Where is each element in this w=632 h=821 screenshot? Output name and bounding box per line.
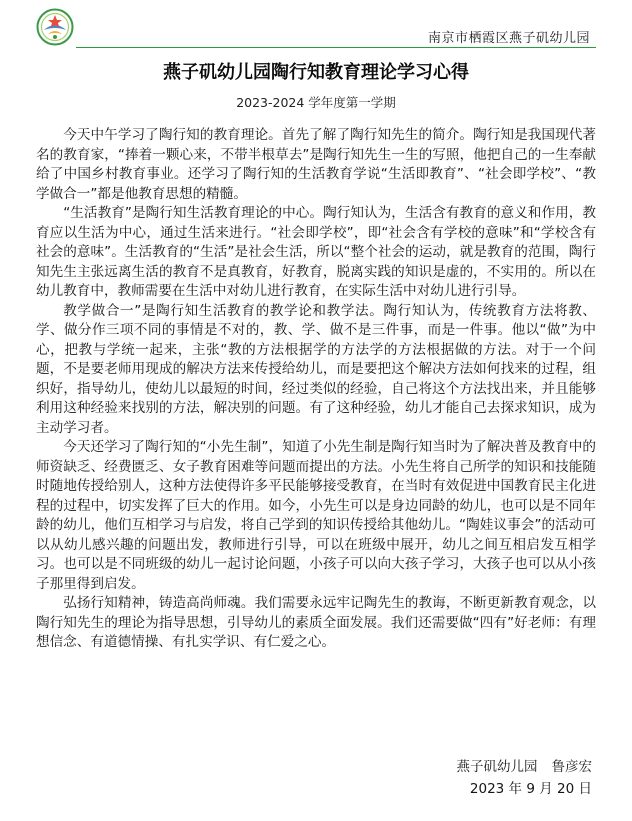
signature-date: 2023 年 9 月 20 日 <box>469 781 592 797</box>
letterhead <box>36 8 596 48</box>
page-subtitle: 2023-2024 学年度第一学期 <box>236 95 396 110</box>
paragraph: 教学做合一”是陶行知生活教育的教学论和教学法。陶行知认为，传统教育方法将教、学、做分作三项不同的事情是不对的，教、学、做不是三件事，而是一件事。他以“做”为中心，把教与学统一起来，主张“教的方法根据学的方法学的方法根据做的方法。对于一个问题，不是要老师用现成的解决方法来传授给幼儿，而是要把这个解决方法如何找来的过程，组织好，指导幼儿，使幼儿以最短的时间，经过类似的经验，自己将这个方法找出来，并且能够利用这种经验来找别的方法，解决别的问题。有了这种经验，幼儿才能自己去探求知识，成为主动学习者。 <box>36 302 596 436</box>
school-name: 南京市栖霞区燕子矶幼儿园 <box>427 31 590 46</box>
signature-organization: 燕子矶幼儿园 <box>456 759 538 775</box>
header-divider <box>76 47 596 48</box>
article-body <box>36 126 596 653</box>
page-title: 燕子矶幼儿园陶行知教育理论学习心得 <box>163 62 469 83</box>
paragraph: 今天中午学习了陶行知的教育理论。首先了解了陶行知先生的简介。陶行知是我国现代著名的教育家，“捧着一颗心来，不带半根草去”是陶行知先生一生的写照，他把自己的一生奉献给了中国乡村教育事业。还学习了陶行知的生活教育学说“生活即教育”、“社会即学校”、“教学做合一”都是他教育思想的精髓。 <box>36 127 596 202</box>
signature-block <box>457 756 593 800</box>
signature-author: 鲁彦宏 <box>551 759 592 775</box>
paragraph: 弘扬行知精神，铸造高尚师魂。我们需要永远牢记陶先生的教诲，不断更新教育观念，以陶行知先生的理论为指导思想，引导幼儿的素质全面发展。我们还需要做“四有”好老师：有理想信念、有道德情操、有扎实学识、有仁爱之心。 <box>36 595 596 650</box>
kindergarten-logo-icon <box>36 8 74 46</box>
paragraph: “生活教育”是陶行知生活教育理论的中心。陶行知认为，生活含有教育的意义和作用，教育应以生活为中心，通过生活来进行。“社会即学校”，即“社会含有学校的意味”和“学校含有社会的意味”。生活教育的“生活”是社会生活，所以“整个社会的运动，就是教育的范围，陶行知先生主张远离生活的教育不是真教育，好教育，脱离实践的知识是虚的，不实用的。所以在幼儿教育中，教师需要在生活中对幼儿进行教育，在实际生活中对幼儿进行引导。 <box>36 205 596 299</box>
paragraph: 今天还学习了陶行知的“小先生制”，知道了小先生制是陶行知当时为了解决普及教育中的师资缺乏、经费匮乏、女子教育困难等问题而提出的方法。小先生将自己所学的知识和技能随时随地传授给别人，这种方法使得许多平民能够接受教育，在当时有效促进中国教育民主化进程的过程中，切实发挥了巨大的作用。如今，小先生可以是身边同龄的幼儿，也可以是不同年龄的幼儿，他们互相学习与启发，将自己学到的知识传授给其他幼儿。“陶娃议事会”的活动可以从幼儿感兴趣的问题出发，教师进行引导，可以在班级中展开，幼儿之间互相启发互相学习。也可以是不同班级的幼儿一起讨论问题，小孩子可以向大孩子学习，大孩子也可以从小孩子那里得到启发。 <box>36 439 596 592</box>
